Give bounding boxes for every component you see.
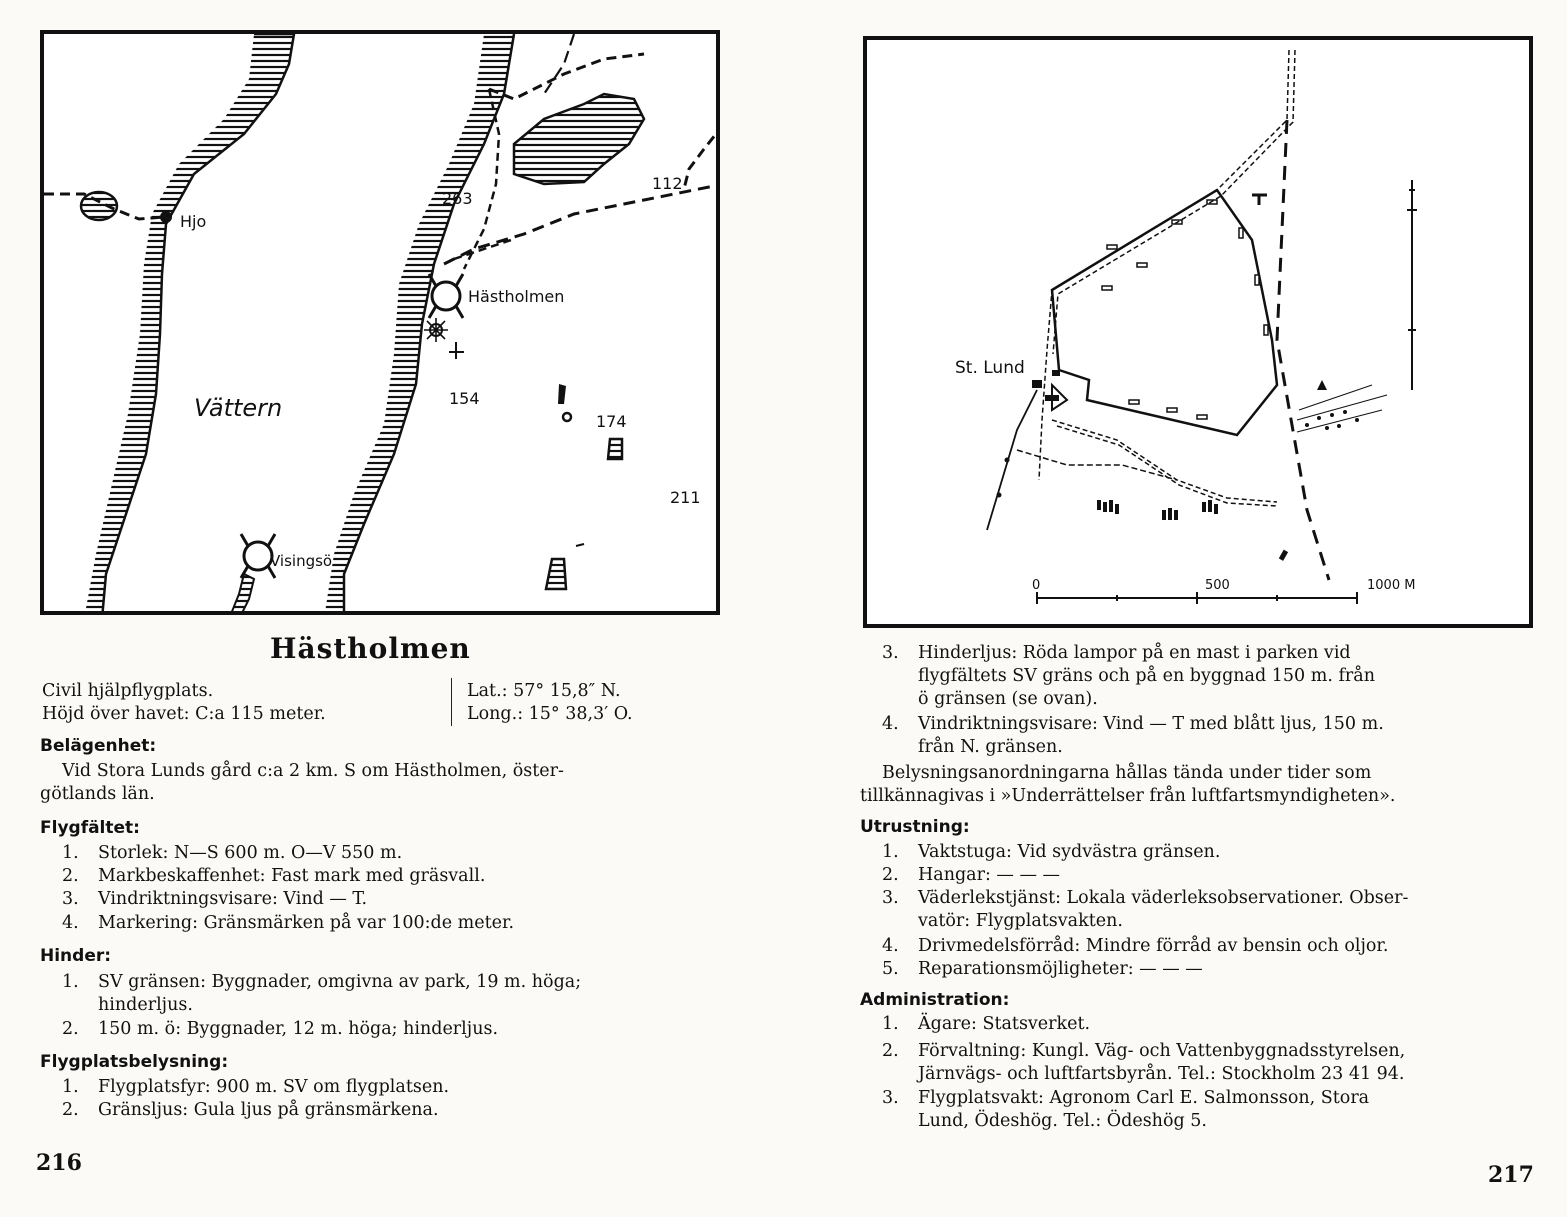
utrustning-item-4: [882, 935, 1388, 957]
small-lake-3: [608, 439, 622, 459]
item-text: Vindriktningsvisare: Vind — T med blått ljus, 150 m.: [918, 714, 1384, 734]
item-number: 1.: [62, 843, 79, 863]
administration-item-2: [882, 1040, 1405, 1062]
belysning-heading: Flygplatsbelysning:: [40, 1052, 229, 1072]
item-number: 1.: [882, 1014, 899, 1034]
administration-item-1: [882, 1013, 1090, 1035]
airfield-plan: [863, 36, 1533, 628]
item-text: Flygplatsvakt: Agronom Carl E. Salmonsson, Stora: [918, 1088, 1370, 1108]
item-number: 2.: [882, 1041, 899, 1061]
beacon-symbol: [424, 318, 464, 359]
item-number: 1.: [62, 1077, 79, 1097]
item-text: Flygplatsfyr: 900 m. SV om flygplatsen.: [98, 1077, 450, 1097]
tick-mark: [576, 544, 584, 546]
item-text: Markbeskaffenhet: Fast mark med gräsvall.: [98, 866, 486, 886]
belysning-item-4: [882, 713, 1384, 735]
hinder-item-1: [62, 971, 581, 993]
road-south-2: [1057, 426, 1277, 506]
item-number: 4.: [882, 936, 899, 956]
administration-item-2-cont: Järnvägs- och luftfartsbyrån. Tel.: Stockholm 23 41 94.: [918, 1064, 1405, 1084]
item-number: 3.: [882, 888, 899, 908]
item-text: Ägare: Statsverket.: [918, 1014, 1091, 1034]
label-st-lund: St. Lund: [955, 358, 1025, 378]
intro-divider: [451, 678, 452, 726]
label-elevation-154: 154: [449, 389, 480, 408]
label-scale-500: 500: [1205, 578, 1230, 593]
utrustning-item-1: [882, 841, 1220, 863]
belagenhet-line-2: götlands län.: [40, 784, 155, 804]
intro-line-2: Höjd över havet: C:a 115 meter.: [42, 704, 326, 724]
road-ne-curve: [684, 124, 720, 189]
small-lake-4: [546, 559, 566, 589]
west-shore-band: [84, 34, 294, 615]
item-text: Hangar: — — —: [918, 865, 1061, 885]
page-number-left: 216: [36, 1150, 82, 1176]
left-page: [0, 0, 770, 1217]
hinder-heading: Hinder:: [40, 946, 112, 966]
administration-item-3-cont: Lund, Ödeshög. Tel.: Ödeshög 5.: [918, 1111, 1207, 1131]
belysning-item-3: [882, 642, 1351, 664]
item-number: 3.: [882, 643, 899, 663]
south-buildings: [1097, 500, 1288, 561]
flygfaltet-item: [62, 842, 402, 864]
item-text: Drivmedelsförråd: Mindre förråd av bensin och oljor.: [918, 936, 1389, 956]
st-lund-buildings: [1032, 370, 1067, 410]
item-number: 3.: [62, 889, 79, 909]
item-number: 2.: [62, 866, 79, 886]
item-number: 3.: [882, 1088, 899, 1108]
west-shore-hatch: [44, 34, 294, 615]
utrustning-item-2: [882, 864, 1060, 886]
belagenhet-heading: Belägenhet:: [40, 736, 157, 756]
label-elevation-174: 174: [596, 412, 627, 431]
label-scale-0: 0: [1032, 578, 1041, 593]
administration-item-3: [882, 1087, 1369, 1109]
scale-bar: [1037, 592, 1357, 604]
label-hjo: Hjo: [180, 212, 207, 231]
item-text: 150 m. ö: Byggnader, 12 m. höga; hinderljus.: [98, 1019, 499, 1039]
item-text: Hinderljus: Röda lampor på en mast i parken vid: [918, 643, 1351, 663]
label-vattern: Vättern: [194, 394, 283, 422]
east-woods: [1297, 380, 1387, 432]
item-text: SV gränsen: Byggnader, omgivna av park, 19 m. höga;: [98, 972, 582, 992]
field-boundary: [1052, 190, 1277, 435]
east-shore-band: [324, 34, 514, 615]
item-text: Storlek: N—S 600 m. O—V 550 m.: [98, 843, 403, 863]
north-arrow: [1407, 180, 1417, 390]
visingso-island: [229, 574, 254, 615]
belysning-item: [62, 1076, 449, 1098]
item-number: 1.: [62, 972, 79, 992]
item-text: Väderlekstjänst: Lokala väderleksobservationer. Obser-: [918, 888, 1409, 908]
hjo-town-dot: [160, 211, 172, 223]
belysning-item-3-cont: ö gränsen (se ovan).: [918, 689, 1098, 709]
region-map-drawing: [44, 34, 720, 615]
hinder-item-1-cont: hinderljus.: [98, 995, 193, 1015]
node: [1005, 458, 1010, 463]
belysning-item-3-cont: flygfältets SV gräns och på en byggnad 150 m. från: [918, 666, 1375, 686]
airfield-plan-drawing: [867, 40, 1533, 628]
label-hastholmen: Hästholmen: [468, 287, 565, 306]
item-number: 4.: [882, 714, 899, 734]
belysning-item: [62, 1099, 439, 1121]
label-elevation-263: 263: [442, 189, 473, 208]
region-map: [40, 30, 720, 615]
utrustning-heading: Utrustning:: [860, 817, 970, 837]
label-visingso: Visingsö: [270, 552, 333, 570]
longitude: Long.: 15° 38,3′ O.: [467, 704, 633, 724]
item-number: 2.: [62, 1019, 79, 1039]
utrustning-item-3-cont: vatör: Flygplatsvakten.: [918, 911, 1123, 931]
item-text: Gränsljus: Gula ljus på gränsmärkena.: [98, 1100, 439, 1120]
hastholmen-airport-symbol: [429, 274, 463, 318]
utrustning-item-5: [882, 958, 1203, 980]
windsock-t: [1252, 195, 1267, 205]
item-number: 1.: [882, 842, 899, 862]
label-elevation-112: 112: [652, 174, 683, 193]
hinder-item-2: [62, 1018, 498, 1040]
label-elevation-211: 211: [670, 488, 701, 507]
road-north: [489, 54, 644, 99]
belysning-paragraph-2: tillkännagivas i »Underrättelser från luftfartsmyndigheten».: [860, 786, 1396, 806]
page-number-right: 217: [1488, 1162, 1534, 1188]
right-page: [800, 0, 1567, 1217]
road-south: [1052, 420, 1277, 502]
item-number: 2.: [882, 865, 899, 885]
label-scale-1000: 1000 M: [1367, 578, 1416, 593]
item-number: 4.: [62, 913, 79, 933]
flygfaltet-item: [62, 912, 514, 934]
page-title: Hästholmen: [270, 632, 471, 665]
item-number: 5.: [882, 959, 899, 979]
node: [997, 493, 1002, 498]
railway: [1277, 120, 1329, 580]
northeast-lake: [514, 94, 644, 184]
track-sw: [987, 390, 1037, 530]
path-sw: [1017, 450, 1177, 480]
latitude: Lat.: 57° 15,8″ N.: [467, 681, 621, 701]
flygfaltet-heading: Flygfältet:: [40, 818, 140, 838]
west-shore: [102, 34, 294, 615]
belagenhet-line-1: Vid Stora Lunds gård c:a 2 km. S om Hästholmen, öster-: [62, 761, 564, 781]
small-lake-1: [558, 384, 566, 404]
boundary-markers: [1102, 200, 1268, 419]
item-text: Markering: Gränsmärken på var 100:de meter.: [98, 913, 515, 933]
flygfaltet-item: [62, 888, 367, 910]
utrustning-item-3: [882, 887, 1408, 909]
flygfaltet-item: [62, 865, 485, 887]
intro-line-1: Civil hjälpflygplats.: [42, 681, 214, 701]
administration-heading: Administration:: [860, 990, 1010, 1010]
road-northeast: [544, 34, 574, 94]
small-lake-hjo: [81, 192, 117, 220]
belysning-item-4-cont: från N. gränsen.: [918, 737, 1063, 757]
item-text: Reparationsmöjligheter: — — —: [918, 959, 1203, 979]
item-text: Vaktstuga: Vid sydvästra gränsen.: [918, 842, 1221, 862]
item-text: Vindriktningsvisare: Vind — T.: [98, 889, 368, 909]
small-lake-2: [563, 413, 571, 421]
belysning-paragraph-1: Belysningsanordningarna hållas tända under tider som: [882, 763, 1372, 783]
item-number: 2.: [62, 1100, 79, 1120]
item-text: Förvaltning: Kungl. Väg- och Vattenbyggnadsstyrelsen,: [918, 1041, 1406, 1061]
